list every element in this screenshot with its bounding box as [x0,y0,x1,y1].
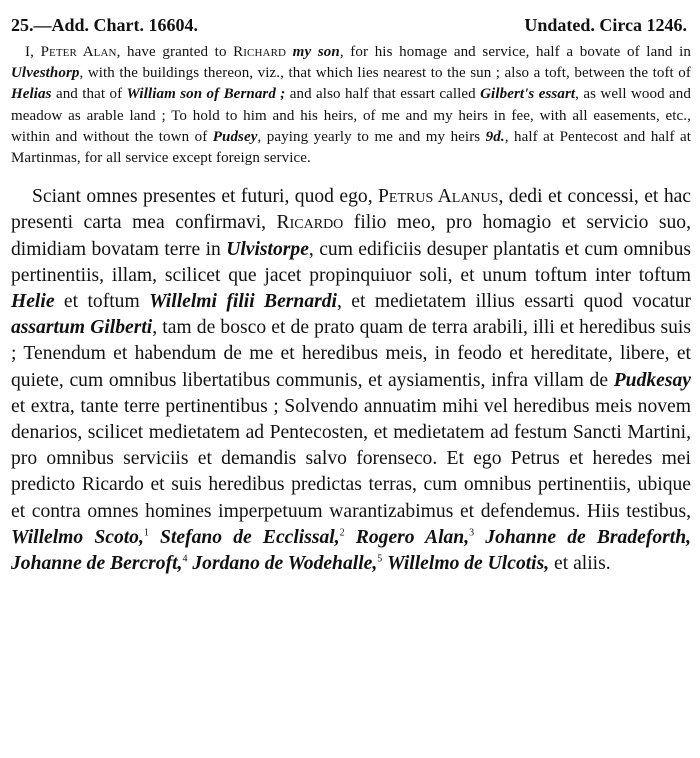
latin-segment: Sciant omnes presentes et futuri, quod ego, [32,186,379,208]
summary-text: , paying yearly to me and my heirs [257,128,486,145]
latin-segment: et extra, tante terre pertinentibus ; Solvendo annuatim mihi vel heredibus meis novem denarios, scilicet medietatem ad Pentecosten, et medietatem ad festum Sancti Martini, pro omnibus serviciis et demandis salvo forenseco. Et ego Petrus et heredes mei predicto Ricardo et suis heredibus predictas terras, cum omnibus pertinentiis, ubique et contra omnes homines imperpetuum warantizabimus et defendemus. Hiis testibus, [11,395,691,522]
person-name: Helias [11,86,52,103]
place-name: Ulvistorpe [226,238,309,260]
summary-text: and also half that essart called [285,86,481,103]
grantee-name: Ricardo [276,212,344,234]
latin-text [11,184,691,577]
english-summary [11,42,691,169]
grantor-name: Petrus Alanus [378,186,499,208]
footnote-marker: 1 [143,527,149,539]
charter-number: 25.—Add. Chart. 16604. [11,15,199,35]
grantee-name: Richard [233,44,287,60]
latin-segment: , dedi et concessi, et hac presenti carta mea confirmavi, [11,186,692,234]
rent-amount: 9d. [485,128,505,145]
essart-name: Gilbert's essart [480,86,576,103]
latin-segment: filio meo, pro homagio et servicio suo, dimidiam bovatam terre in [11,212,691,260]
charter-header [11,0,691,36]
summary-text: , half at Pentecost and half at Martinmas, for all service except foreign service. [11,128,691,167]
footnote-marker: 2 [339,527,345,539]
witness-name: Johanne de Bradeforth, Johanne de Bercroft, [11,526,692,575]
place-name: Pudsey [212,128,258,145]
witness-name: Rogero Alan, [355,526,470,548]
latin-closing: et aliis. [549,553,611,575]
summary-text: I, [25,44,41,60]
latin-segment: , cum edificiis desuper plantatis et cum omnibus pertinentiis, illam, scilicet que jacet propinquiuor soli, et unum toftum inter toftum [11,238,691,286]
witness-name: Stefano de Ecclissal, [160,526,340,548]
summary-text: and that of [51,86,127,103]
person-name: Willelmi filii Bernardi [149,291,337,313]
witness-name: Willelmo de Ulcotis, [387,553,550,575]
footnote-marker: 4 [182,553,188,565]
latin-segment: , tam de bosco et de prato quam de terra arabili, illi et heredibus suis ; Tenendum et habendum de me et heredibus meis, in feodo et hereditate, libere, et quiete, cum omnibus libertatibus communis, et aysiamentis, infra villam de [11,317,691,391]
summary-text: , as well wood and meadow as arable land ; To hold to him and his heirs, of me and my heirs in fee, with all easements, etc., within and without the town of [11,86,691,145]
footnote-marker: 3 [469,527,475,539]
footnote-marker: 5 [377,553,383,565]
charter-date: Undated. Circa 1246. [524,15,687,35]
person-name: Helie [11,291,55,313]
grantor-name: Peter Alan [40,44,117,60]
grantee-relation: my son [292,44,340,60]
witness-name: Jordano de Wodehalle, [192,553,378,575]
person-name: William son of Bernard ; [126,86,286,103]
latin-segment: et toftum [54,291,150,313]
witness-name: Willelmo Scoto, [11,526,144,548]
latin-segment: , et medietatem illius essarti quod vocatur [337,291,691,313]
essart-name: assartum Gilberti [11,317,153,339]
summary-text: , for his homage and service, half a bovate of land in [339,44,692,60]
place-name: Ulvesthorp [11,65,80,82]
place-name: Pudkesay [613,369,691,391]
summary-text: , with the buildings thereon, viz., that which lies nearest to the sun ; also a toft, between the toft of [79,65,691,82]
summary-text: , have granted to [116,44,234,60]
